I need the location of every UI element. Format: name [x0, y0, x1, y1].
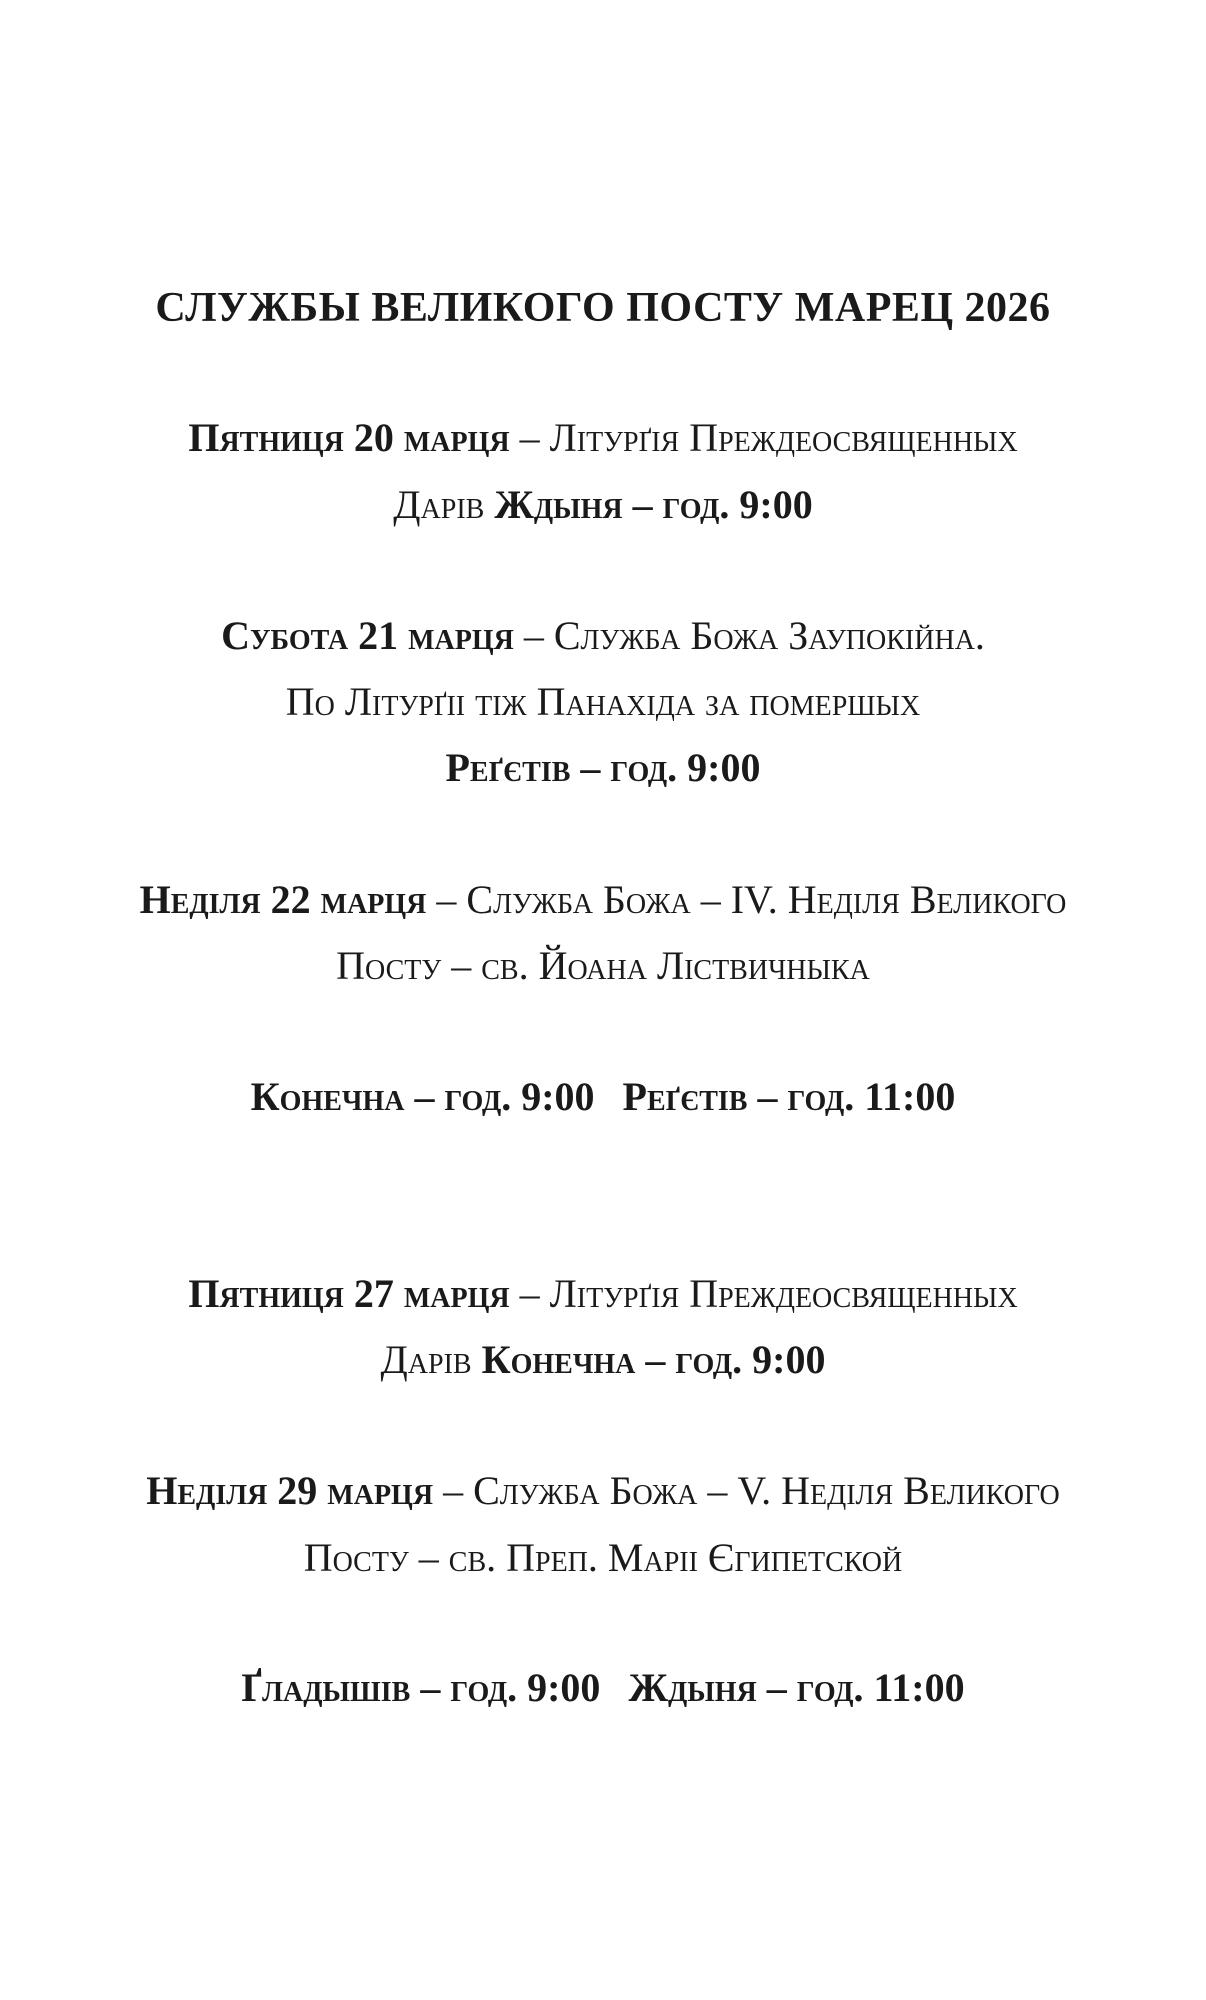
entry-3-line-2: [0, 940, 1206, 992]
entry-2-date: Субота 21 марця: [221, 613, 514, 658]
entry-2-service-cont: По Літурґіі тіж Панахіда за помершых: [285, 679, 921, 724]
entry-5-service: – Служба Божа – V. Неділя Великого: [433, 1468, 1060, 1513]
entry-1-line-2: [0, 479, 1206, 531]
entry-4-line-2: [0, 1334, 1206, 1386]
entry-2-line-2: [0, 676, 1206, 728]
entry-2-line-3: [0, 742, 1206, 794]
entry-3-service: – Служба Божа – IV. Неділя Великого: [426, 877, 1067, 922]
entry-1-date: Пятниця 20 марця: [188, 415, 510, 460]
entry-3-date: Неділя 22 марця: [139, 877, 427, 922]
entry-3-times: [0, 1071, 1206, 1123]
entry-1-place-time: Ждыня – год. 9:00: [494, 482, 813, 527]
entry-3-time-1: Конечна – год. 9:00: [250, 1074, 595, 1119]
entry-5-date: Неділя 29 марця: [146, 1468, 434, 1513]
entry-5-line-1: [0, 1465, 1206, 1517]
entry-1-line-1: [0, 412, 1206, 464]
entry-3-service-cont: Посту – св. Йоана Ліствичныка: [336, 943, 870, 988]
entry-5-time-1: Ґладышів – год. 9:00: [241, 1665, 601, 1710]
entry-4-service-cont: Дарів: [380, 1337, 482, 1382]
entry-5-service-cont: Посту – св. Преп. Маріі Єгипетской: [303, 1535, 903, 1580]
entry-3-line-1: [0, 874, 1206, 926]
entry-4-service: – Літурґія Преждеосвященных: [509, 1271, 1018, 1316]
entry-4-date: Пятниця 27 марця: [188, 1271, 510, 1316]
entry-2-place-time: Реґєтів – год. 9:00: [445, 745, 761, 790]
entry-1-service-cont: Дарів: [393, 482, 495, 527]
entry-5-line-2: [0, 1532, 1206, 1584]
entry-2-line-1: [0, 610, 1206, 662]
entry-3-time-2: Реґєтів – год. 11:00: [622, 1074, 956, 1119]
page-title: СЛУЖБЫ ВЕЛИКОГО ПОСТУ МАРЕЦ 2026: [155, 285, 1051, 331]
entry-2-service: – Служба Божа Заупокійна.: [513, 613, 985, 658]
entry-4-line-1: [0, 1268, 1206, 1320]
entry-1-service: – Літурґія Преждеосвященных: [509, 415, 1018, 460]
entry-5-times: [0, 1662, 1206, 1714]
entry-4-place-time: Конечна – год. 9:00: [481, 1337, 826, 1382]
entry-5-time-2: Ждыня – год. 11:00: [628, 1665, 965, 1710]
